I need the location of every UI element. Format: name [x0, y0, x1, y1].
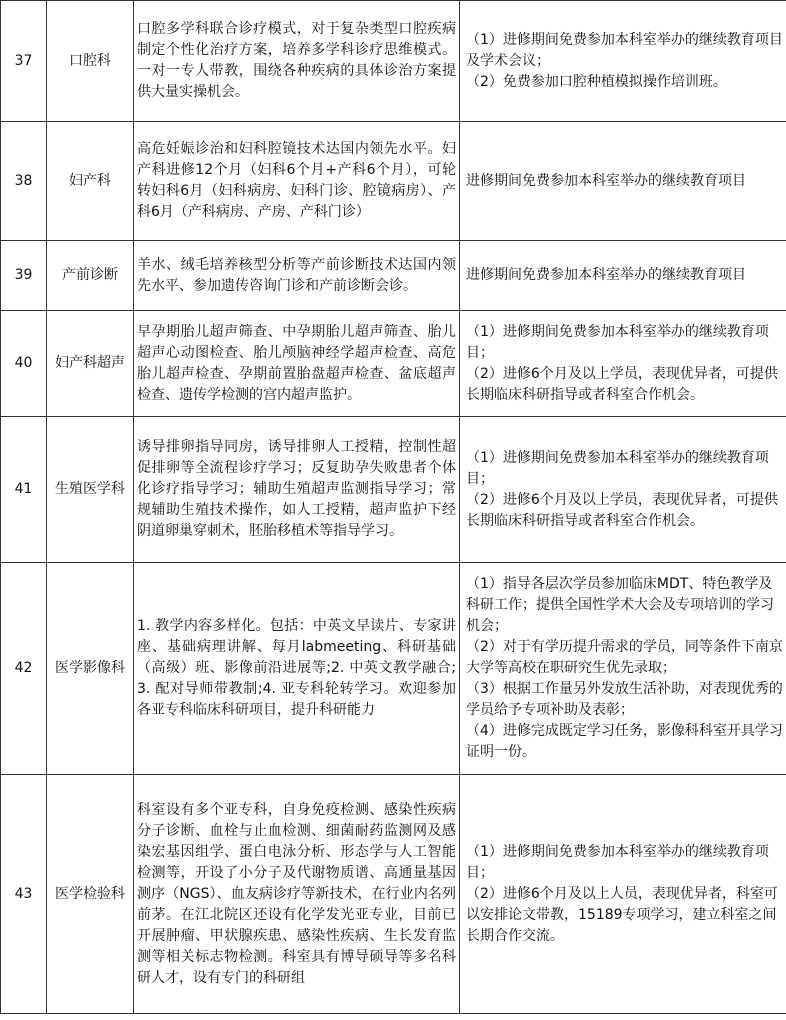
department-name: 口腔科	[47, 1, 134, 122]
department-name: 产前诊断	[47, 241, 134, 311]
benefit-item: 进修期间免费参加本科室举办的继续教育项目	[466, 267, 746, 283]
department-name: 妇产科	[47, 122, 134, 241]
training-description: 科室设有多个亚专科，自身免疫检测、感染性疾病分子诊断、血栓与止血检测、细菌耐药监测网及感染宏基因组学、蛋白电泳分析、形态学与人工智能检测等，开设了小分子及代谢物质谱、高通量基因测序（NGS）、血友病诊疗等新技术，在行业内名列前茅。在江北院区还设有化学发光亚专业，目前已开展肿瘤、甲状腺疾患、感染性疾病、生长发育监测等相关标志物检测。科室具有博导硕导等多名科研人才，设有专门的科研组	[134, 775, 460, 1014]
training-benefits	[460, 417, 786, 563]
benefit-item: （1）进修期间免费参加本科室举办的继续教育项目及学术会议；	[466, 31, 783, 69]
training-benefits	[460, 122, 786, 241]
department-name: 医学影像科	[47, 563, 134, 775]
training-benefits	[460, 311, 786, 417]
table-row	[1, 311, 786, 417]
training-description: 诱导排卵指导同房，诱导排卵人工授精，控制性超促排卵等全流程诊疗学习；反复助孕失败患者个体化诊疗指导学习；辅助生殖超声监测指导学习；常规辅助生殖技术操作，如人工授精，超声监护下经阴道卵巢穿刺术，胚胎移植术等指导学习。	[134, 417, 460, 563]
table-row	[1, 775, 786, 1014]
department-name: 生殖医学科	[47, 417, 134, 563]
training-benefits	[460, 775, 786, 1014]
table-row	[1, 563, 786, 775]
training-description: 高危妊娠诊治和妇科腔镜技术达国内领先水平。妇产科进修12个月（妇科6个月+产科6个月），可轮转妇科6月（妇科病房、妇科门诊、腔镜病房）、产科6月（产科病房、产房、产科门诊）	[134, 122, 460, 241]
table-row	[1, 1, 786, 122]
benefit-item: 进修期间免费参加本科室举办的继续教育项目	[466, 172, 746, 189]
row-number: 42	[1, 563, 47, 775]
table-row	[1, 417, 786, 563]
row-number: 38	[1, 122, 47, 241]
table-row	[1, 122, 786, 241]
row-number: 37	[1, 1, 47, 122]
row-number: 43	[1, 775, 47, 1014]
benefit-item: （2）对于有学历提升需求的学员，同等条件下南京大学等高校在职研究生优先录取；	[466, 639, 783, 676]
table-row	[1, 241, 786, 311]
training-benefits	[460, 563, 786, 775]
row-number: 40	[1, 311, 47, 417]
benefit-item: （2）免费参加口腔种植模拟操作培训班。	[466, 73, 727, 90]
benefit-item: （2）进修6个月及以上人员，表现优异者，科室可以安排论文带教，15189专项学习，建立科室之间长期合作交流。	[466, 885, 778, 944]
benefit-item: （2）进修6个月及以上学员，表现优异者，可提供长期临床科研指导或者科室合作机会。	[466, 365, 778, 403]
department-name: 医学检验科	[47, 775, 134, 1014]
training-description: 1. 教学内容多样化。包括：中英文早读片、专家讲座、基础病理讲解、每月labmeeting、科研基础（高级）班、影像前沿进展等;2. 中英文教学融合;3. 配对导师带教制;4. 亚专科轮转学习。欢迎参加各亚专科临床科研项目，提升科研能力	[134, 563, 460, 775]
training-description: 口腔多学科联合诊疗模式，对于复杂类型口腔疾病制定个性化治疗方案，培养多学科诊疗思维模式。一对一专人带教，围绕各种疾病的具体诊治方案提供大量实操机会。	[134, 1, 460, 122]
benefit-item: （1）进修期间免费参加本科室举办的继续教育项目；	[466, 843, 769, 881]
training-description: 羊水、绒毛培养核型分析等产前诊断技术达国内领先水平、参加遗传咨询门诊和产前诊断会诊。	[134, 241, 460, 311]
benefit-item: （3）根据工作量另外发放生活补助，对表现优秀的学员给予专项补助及表彰；	[466, 681, 783, 718]
benefit-item: （1）指导各层次学员参加临床MDT、特色教学及科研工作；提供全国性学术大会及专项培训的学习机会；	[466, 576, 774, 634]
department-name: 妇产科超声	[47, 311, 134, 417]
row-number: 41	[1, 417, 47, 563]
benefit-item: （1）进修期间免费参加本科室举办的继续教育项目；	[466, 323, 769, 361]
training-benefits	[460, 241, 786, 311]
benefit-item: （4）进修完成既定学习任务，影像科科室开具学习证明一份。	[466, 723, 783, 760]
benefit-item: （1）进修期间免费参加本科室举办的继续教育项目；	[466, 449, 769, 487]
training-benefits	[460, 1, 786, 122]
training-description: 早孕期胎儿超声筛查、中孕期胎儿超声筛查、胎儿超声心动图检查、胎儿颅脑神经学超声检查、高危胎儿超声检查、孕期前置胎盘超声检查、盆底超声检查、遗传学检测的宫内超声监护。	[134, 311, 460, 417]
row-number: 39	[1, 241, 47, 311]
benefit-item: （2）进修6个月及以上学员，表现优异者，可提供长期临床科研指导或者科室合作机会。	[466, 491, 778, 529]
